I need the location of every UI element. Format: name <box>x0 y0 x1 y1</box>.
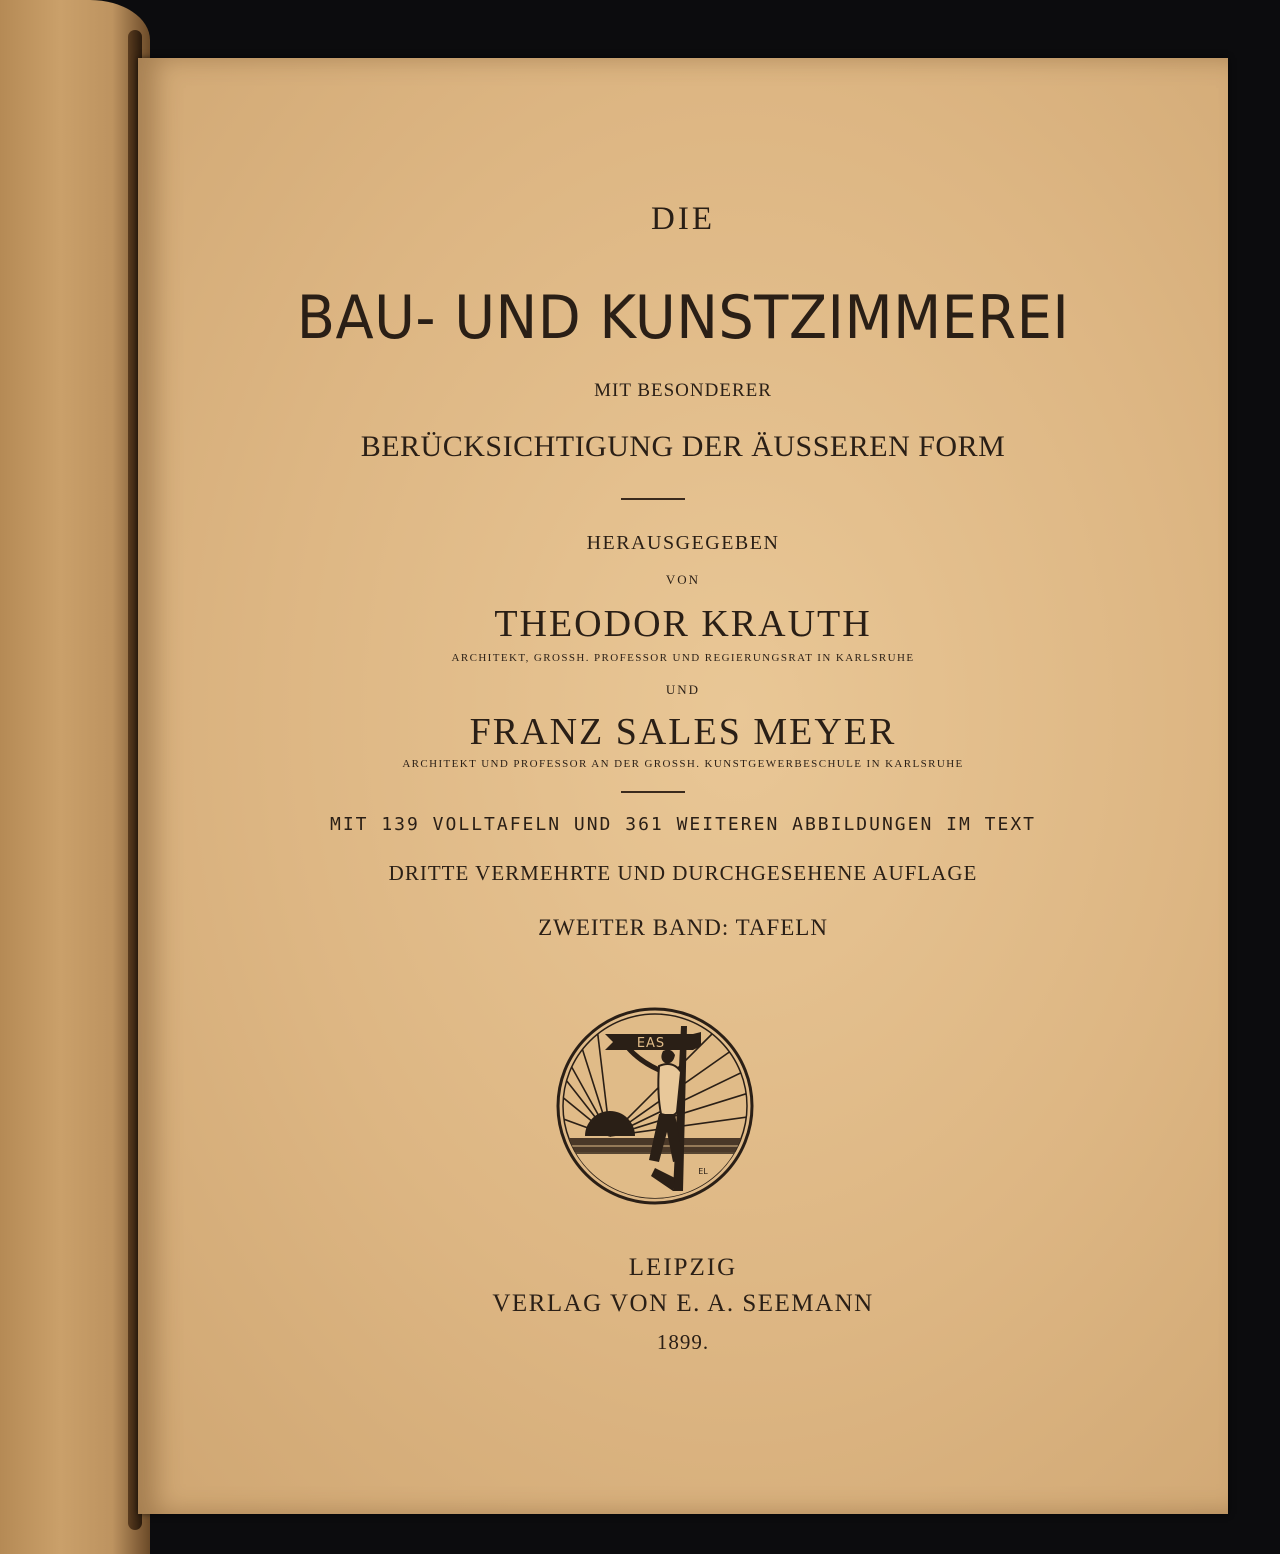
edition-note: DRITTE VERMEHRTE UND DURCHGESEHENE AUFLAGE <box>388 861 978 885</box>
main-title: BAU- UND KUNSTZIMMEREI <box>296 283 1070 353</box>
author-1-name: THEODOR KRAUTH <box>494 603 872 645</box>
place-of-publication: LEIPZIG <box>628 1254 738 1281</box>
edited-by-label: HERAUSGEGEBEN <box>586 532 780 554</box>
divider-rule-top <box>621 498 685 500</box>
volume-label: ZWEITER BAND: TAFELN <box>538 915 828 940</box>
title-article: DIE <box>651 201 715 237</box>
publisher-emblem-icon <box>555 1006 755 1206</box>
title-page <box>138 58 1228 1514</box>
author-1-credentials: ARCHITEKT, GROSSH. PROFESSOR UND REGIERUNGSRAT IN KARLSRUHE <box>451 652 915 664</box>
publisher-name: VERLAG VON E. A. SEEMANN <box>492 1290 874 1317</box>
divider-rule-bottom <box>621 791 685 793</box>
subtitle-line-2: BERÜCKSICHTIGUNG DER ÄUSSEREN FORM <box>360 430 1006 463</box>
subtitle-line-1: MIT BESONDERER <box>594 380 772 401</box>
von-label: VON <box>665 572 701 587</box>
author-2-credentials: ARCHITEKT UND PROFESSOR AN DER GROSSH. KUNSTGEWERBESCHULE IN KARLSRUHE <box>402 758 964 770</box>
emblem-banner-text: EAS <box>636 1036 666 1051</box>
publication-year: 1899. <box>656 1330 710 1354</box>
und-label: UND <box>665 682 701 697</box>
author-2-name: FRANZ SALES MEYER <box>469 711 897 753</box>
illustrations-note: MIT 139 VOLLTAFELN UND 361 WEITEREN ABBILDUNGEN IM TEXT <box>329 814 1037 835</box>
emblem-initials: EL <box>698 1167 708 1176</box>
